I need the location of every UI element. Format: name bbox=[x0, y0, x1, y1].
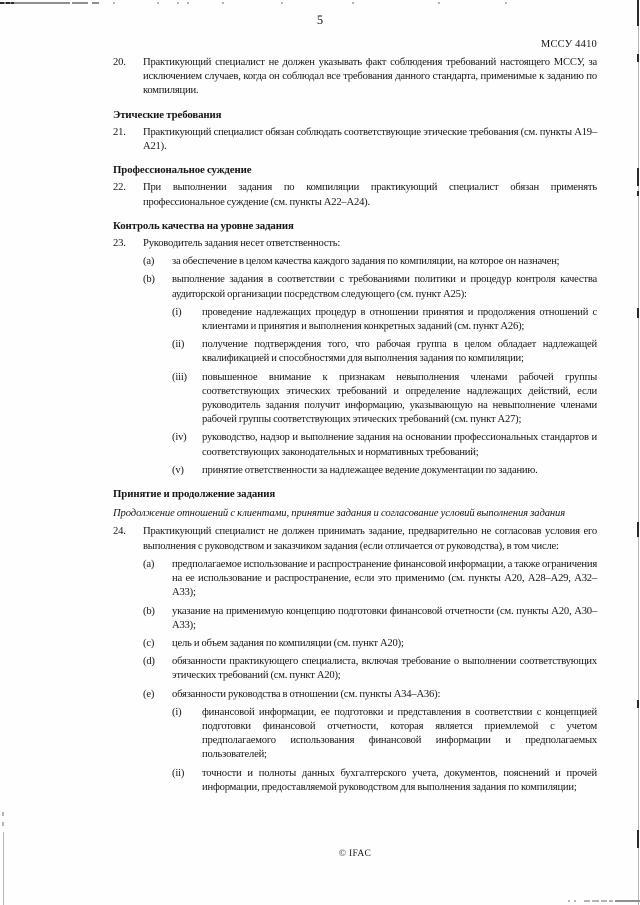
section-heading-engagement-quality-control: Контроль качества на уровне задания bbox=[113, 219, 294, 232]
item-23b-i-text: проведение надлежащих процедур в отношении принятия и продолжения отношений с клиентами и принятия и выполнения конкретных заданий (см. пункт А26); bbox=[202, 306, 597, 333]
scan-artifact bbox=[637, 0, 640, 26]
document-code: МССУ 4410 bbox=[540, 39, 597, 50]
item-23b-text: выполнение задания в соответствии с требованиями политики и процедур контроля качества аудиторской организации посредством следующего (см. пункт А25): bbox=[172, 274, 597, 300]
item-23b-iii-text: повышенное внимание к признакам невыполнения членами рабочей группы соответствующих этических требований и определение надлежащих действий, если руководитель задания получит информацию, указывающую на невыполнение членами рабочей группы соответствующих этических требований (см. пункт А27); bbox=[202, 371, 597, 426]
item-23b-iii bbox=[172, 371, 597, 428]
paragraph-22-number: 22. bbox=[113, 182, 126, 194]
item-24a bbox=[143, 558, 597, 601]
paragraph-24-text: Практикующий специалист не должен принимать задание, предварительно не согласовав условия его выполнения с руководством и заказчиком задания (если отличается от руководства), в том числе: bbox=[143, 526, 597, 552]
scan-artifact bbox=[92, 2, 99, 4]
section-heading-professional-judgment: Профессиональное суждение bbox=[113, 164, 252, 177]
item-24e-ii bbox=[172, 767, 597, 795]
scan-artifact bbox=[3, 832, 4, 905]
paragraph-22 bbox=[113, 181, 597, 209]
scan-artifact bbox=[601, 900, 607, 902]
scan-artifact bbox=[2, 822, 4, 826]
scan-artifact bbox=[505, 2, 507, 4]
scan-artifact bbox=[6, 2, 10, 5]
paragraph-21-number: 21. bbox=[113, 126, 126, 138]
scan-artifact bbox=[584, 900, 590, 902]
item-24d bbox=[143, 655, 597, 683]
section-heading-ethical-requirements: Этические требования bbox=[113, 108, 222, 121]
item-24a-label: (a) bbox=[143, 558, 155, 570]
page-number: 5 bbox=[316, 13, 324, 27]
item-24d-text: обязанности практикующего специалиста, включая требование о выполнении соответствующих этических требований (см. пункт А20); bbox=[172, 656, 597, 682]
item-24e-text: обязанности руководства в отношении (см. пункты А34–А36): bbox=[172, 688, 441, 700]
item-23b-v bbox=[172, 464, 597, 478]
item-24e-ii-label: (ii) bbox=[172, 767, 185, 779]
scan-artifact bbox=[177, 2, 179, 4]
item-23b bbox=[143, 273, 597, 301]
item-23b-v-label: (v) bbox=[172, 464, 184, 476]
paragraph-24-number: 24. bbox=[113, 526, 126, 538]
item-24b-text: указание на применимую концепцию подготовки финансовой отчетности (см. пункты А20, А30–А33); bbox=[172, 605, 597, 631]
item-24e-i-label: (i) bbox=[172, 706, 182, 718]
paragraph-21-text: Практикующий специалист обязан соблюдать соответствующие этические требования (см. пункты А19–А21). bbox=[143, 126, 597, 153]
item-23b-i bbox=[172, 306, 597, 334]
scan-artifact bbox=[281, 2, 283, 4]
scan-artifact bbox=[637, 522, 639, 537]
footer-copyright: © IFAC bbox=[338, 849, 372, 859]
scan-artifact bbox=[592, 900, 599, 902]
item-23b-ii-label: (ii) bbox=[172, 339, 185, 351]
paragraph-20-number: 20. bbox=[113, 57, 126, 68]
scan-artifact bbox=[222, 2, 224, 4]
item-24c-label: (c) bbox=[143, 637, 155, 649]
item-24e bbox=[143, 688, 597, 702]
subheading-client-relationships: Продолжение отношений с клиентами, принятие задания и согласование условий выполнения задания bbox=[113, 508, 566, 520]
scan-artifact bbox=[637, 168, 639, 186]
item-24b-label: (b) bbox=[143, 605, 155, 617]
scan-artifact bbox=[2, 812, 4, 816]
scan-artifact bbox=[637, 308, 639, 318]
item-24a-text: предполагаемое использование и распространение финансовой информации, а также ограничения на ее использование и распространение, если это применимо (см. пункты А20, А28–А29, А32–А33); bbox=[172, 558, 597, 599]
item-23b-i-label: (i) bbox=[172, 306, 182, 318]
item-23b-iii-label: (iii) bbox=[172, 371, 187, 383]
paragraph-21 bbox=[113, 126, 597, 154]
paragraph-20 bbox=[113, 56, 597, 99]
item-24c bbox=[143, 637, 597, 651]
scan-artifact bbox=[609, 900, 613, 902]
scan-artifact bbox=[187, 2, 189, 4]
scan-artifact bbox=[637, 830, 639, 848]
scan-artifact bbox=[352, 2, 354, 4]
paragraph-23-text: Руководитель задания несет ответственность: bbox=[143, 238, 341, 250]
item-23b-iv-text: руководство, надзор и выполнение задания на основании профессиональных стандартов и соответствующих законодательных и нормативных требований; bbox=[202, 432, 597, 458]
item-23b-v-text: принятие ответственности за надлежащее ведение документации по заданию. bbox=[202, 464, 538, 476]
item-23a bbox=[143, 255, 597, 269]
item-23a-label: (a) bbox=[143, 256, 155, 268]
item-24c-text: цель и объем задания по компиляции (см. пункт А20); bbox=[172, 637, 404, 649]
scan-artifact bbox=[0, 2, 4, 5]
paragraph-23 bbox=[113, 237, 597, 251]
item-24b bbox=[143, 605, 597, 633]
item-23b-label: (b) bbox=[143, 274, 155, 286]
scan-artifact bbox=[637, 700, 639, 708]
paragraph-23-number: 23. bbox=[113, 238, 126, 250]
scan-artifact bbox=[113, 2, 115, 4]
item-23a-text: за обеспечение в целом качества каждого задания по компиляции, на которое он назначен; bbox=[172, 256, 560, 268]
item-24d-label: (d) bbox=[143, 656, 155, 668]
scan-artifact bbox=[11, 2, 14, 5]
paragraph-20-text: Практикующий специалист не должен указывать факт соблюдения требований настоящего МССУ, за исключением случаев, когда он соблюдал все требования данного стандарта, применимые к заданию по компиляции. bbox=[143, 57, 597, 97]
item-24e-ii-text: точности и полноты данных бухгалтерского учета, документов, пояснений и прочей информации, предоставляемой руководством для выполнения задания по компиляции; bbox=[202, 767, 597, 793]
document-body bbox=[113, 52, 597, 795]
paragraph-24 bbox=[113, 525, 597, 553]
item-23b-iv bbox=[172, 431, 597, 459]
item-23b-ii bbox=[172, 338, 597, 366]
scan-artifact bbox=[574, 900, 576, 902]
item-24e-i bbox=[172, 706, 597, 763]
item-23b-ii-text: получение подтверждения того, что рабочая группа в целом обладает надлежащей квалификацией и способностями для выполнения задания по компиляции; bbox=[202, 339, 597, 365]
item-24e-i-text: финансовой информации, ее подготовки и представления в соответствии с концепцией подготовки финансовой отчетности, которая является приемлемой с учетом предполагаемого использования финансовой информации и предполагаемых пользователей; bbox=[202, 706, 597, 761]
paragraph-22-text: При выполнении задания по компиляции практикующий специалист обязан применять профессиональное суждение (см. пункты А22–А24). bbox=[143, 182, 597, 208]
section-heading-acceptance-continuance: Принятие и продолжение задания bbox=[113, 488, 276, 501]
scan-artifact bbox=[615, 900, 640, 902]
scan-artifact bbox=[72, 2, 88, 4]
scan-artifact bbox=[568, 900, 570, 902]
item-23b-iv-label: (iv) bbox=[172, 432, 187, 444]
scan-artifact bbox=[157, 2, 159, 4]
scan-artifact bbox=[438, 2, 440, 4]
scan-artifact bbox=[638, 0, 639, 905]
scan-artifact bbox=[637, 54, 639, 62]
scan-artifact bbox=[637, 191, 639, 196]
item-24e-label: (e) bbox=[143, 688, 155, 700]
